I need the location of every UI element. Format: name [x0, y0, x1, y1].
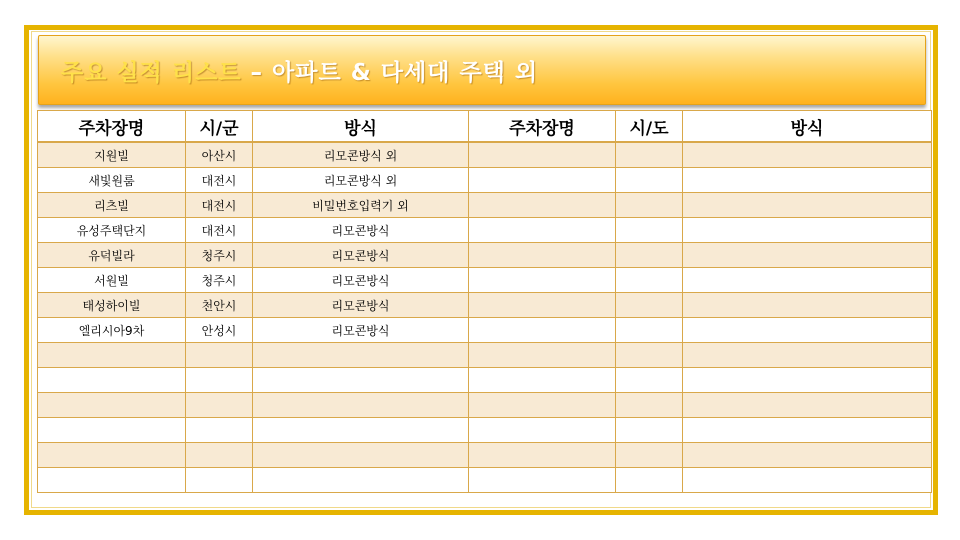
cell-method	[253, 368, 469, 393]
cell-method-2	[683, 468, 932, 493]
cell-method	[253, 343, 469, 368]
cell-method: 리모콘방식	[253, 268, 469, 293]
table-row	[38, 343, 932, 368]
title-highlight: 주요 실적 리스트	[61, 59, 242, 86]
header-method-1: 방식	[253, 111, 469, 143]
cell-parking-name-2	[469, 468, 616, 493]
cell-method: 비밀번호입력기 외	[253, 193, 469, 218]
cell-parking-name: 태성하이빌	[38, 293, 186, 318]
cell-city	[186, 343, 253, 368]
cell-city: 안성시	[186, 318, 253, 343]
cell-parking-name-2	[469, 193, 616, 218]
cell-parking-name-2	[469, 368, 616, 393]
cell-parking-name	[38, 368, 186, 393]
cell-city-2	[616, 443, 683, 468]
cell-method: 리모콘방식	[253, 243, 469, 268]
cell-parking-name: 새빛원룸	[38, 168, 186, 193]
table-row	[38, 443, 932, 468]
cell-method	[253, 393, 469, 418]
cell-parking-name: 서원빌	[38, 268, 186, 293]
table-row	[38, 142, 932, 168]
cell-method-2	[683, 368, 932, 393]
table-row	[38, 243, 932, 268]
cell-method: 리모콘방식	[253, 293, 469, 318]
cell-parking-name-2	[469, 443, 616, 468]
cell-city: 대전시	[186, 168, 253, 193]
title-bar	[38, 35, 926, 105]
header-city-2: 시/도	[616, 111, 683, 143]
table-row	[38, 393, 932, 418]
cell-parking-name	[38, 443, 186, 468]
header-city-1: 시/군	[186, 111, 253, 143]
cell-method-2	[683, 318, 932, 343]
cell-city-2	[616, 368, 683, 393]
table-row	[38, 418, 932, 443]
cell-city-2	[616, 418, 683, 443]
cell-method-2	[683, 418, 932, 443]
cell-city	[186, 368, 253, 393]
cell-city-2	[616, 268, 683, 293]
cell-method-2	[683, 218, 932, 243]
cell-parking-name	[38, 393, 186, 418]
cell-method	[253, 418, 469, 443]
cell-method-2	[683, 168, 932, 193]
cell-parking-name-2	[469, 218, 616, 243]
cell-parking-name	[38, 343, 186, 368]
cell-method: 리모콘방식 외	[253, 142, 469, 168]
cell-city: 천안시	[186, 293, 253, 318]
header-parking-name-2: 주차장명	[469, 111, 616, 143]
cell-city: 대전시	[186, 218, 253, 243]
cell-city	[186, 393, 253, 418]
cell-method	[253, 468, 469, 493]
table-row	[38, 293, 932, 318]
cell-method-2	[683, 268, 932, 293]
cell-parking-name-2	[469, 168, 616, 193]
cell-parking-name: 엘리시아9차	[38, 318, 186, 343]
cell-parking-name-2	[469, 243, 616, 268]
cell-parking-name-2	[469, 142, 616, 168]
cell-method	[253, 443, 469, 468]
cell-city-2	[616, 168, 683, 193]
cell-city-2	[616, 393, 683, 418]
table-row	[38, 318, 932, 343]
cell-parking-name-2	[469, 318, 616, 343]
cell-method-2	[683, 142, 932, 168]
cell-method-2	[683, 293, 932, 318]
cell-parking-name-2	[469, 268, 616, 293]
cell-city-2	[616, 142, 683, 168]
cell-city: 아산시	[186, 142, 253, 168]
cell-city: 청주시	[186, 268, 253, 293]
cell-method-2	[683, 193, 932, 218]
cell-city	[186, 443, 253, 468]
cell-method: 리모콘방식	[253, 218, 469, 243]
cell-city: 대전시	[186, 193, 253, 218]
cell-parking-name: 리츠빌	[38, 193, 186, 218]
cell-city-2	[616, 293, 683, 318]
table-body	[38, 142, 932, 493]
table-row	[38, 268, 932, 293]
cell-city-2	[616, 193, 683, 218]
cell-method: 리모콘방식 외	[253, 168, 469, 193]
cell-method-2	[683, 343, 932, 368]
cell-city-2	[616, 318, 683, 343]
header-parking-name-1: 주차장명	[38, 111, 186, 143]
header-method-2: 방식	[683, 111, 932, 143]
cell-method-2	[683, 443, 932, 468]
table-row	[38, 193, 932, 218]
cell-parking-name	[38, 418, 186, 443]
cell-parking-name-2	[469, 393, 616, 418]
cell-parking-name: 유덕빌라	[38, 243, 186, 268]
slide-title	[61, 54, 538, 87]
cell-city-2	[616, 343, 683, 368]
cell-city	[186, 418, 253, 443]
table-header-row	[38, 111, 932, 143]
cell-city: 청주시	[186, 243, 253, 268]
cell-parking-name	[38, 468, 186, 493]
cell-city-2	[616, 243, 683, 268]
cell-parking-name-2	[469, 293, 616, 318]
cell-city-2	[616, 218, 683, 243]
table-row	[38, 468, 932, 493]
cell-parking-name-2	[469, 343, 616, 368]
cell-city	[186, 468, 253, 493]
cell-parking-name-2	[469, 418, 616, 443]
table-row	[38, 368, 932, 393]
cell-method: 리모콘방식	[253, 318, 469, 343]
cell-city-2	[616, 468, 683, 493]
table-row	[38, 168, 932, 193]
results-table	[37, 110, 932, 493]
cell-parking-name: 지원빌	[38, 142, 186, 168]
cell-parking-name: 유성주택단지	[38, 218, 186, 243]
title-rest: – 아파트 & 다세대 주택 외	[241, 59, 539, 86]
cell-method-2	[683, 393, 932, 418]
table-row	[38, 218, 932, 243]
cell-method-2	[683, 243, 932, 268]
